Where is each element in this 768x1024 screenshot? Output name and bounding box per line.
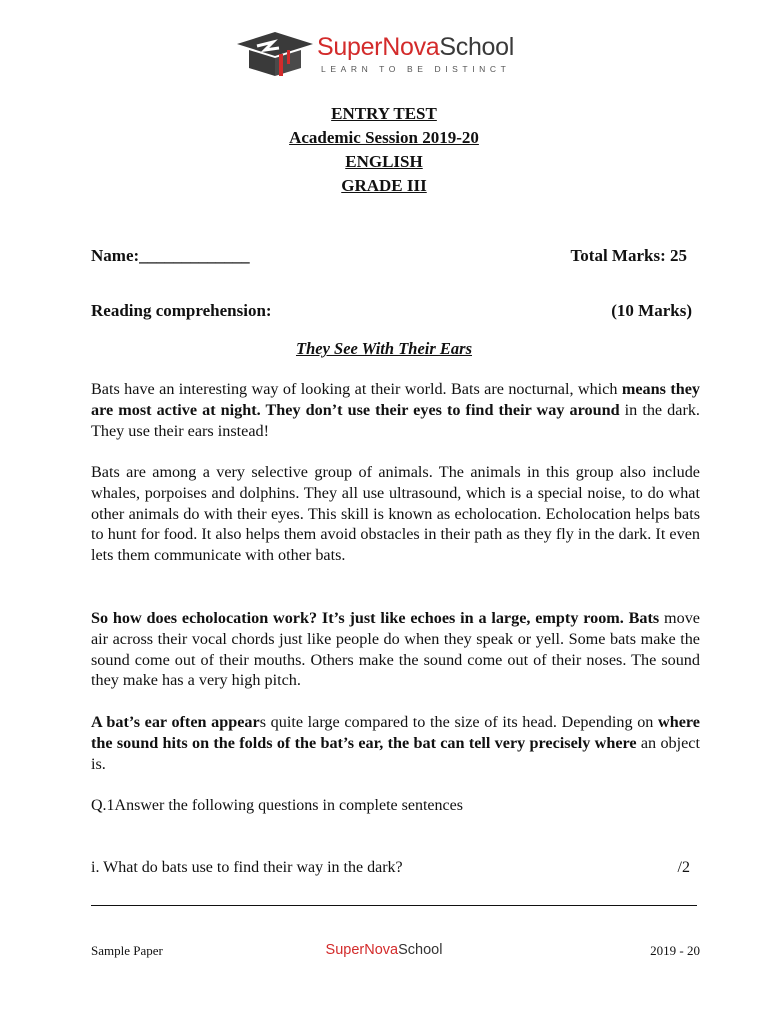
school-logo xyxy=(235,24,535,80)
footer-label: Sample Paper xyxy=(91,943,163,958)
paragraph-3-part-b: move air across their vocal chords just like people do when they speak or yell. Some bats make the sound come out of their mouths. Others make the sound come out of their noses. The sound they make has a very high pitch. xyxy=(91,609,700,690)
paragraph-4-part-a: A bat’s ear often appear xyxy=(91,713,260,731)
brand-name-part2: School xyxy=(439,33,515,61)
paragraph-4-part-b: s quite large compared to the size of its head. Depending on xyxy=(259,713,659,731)
question-1-text: i. What do bats use to find their way in the dark? xyxy=(91,859,403,876)
footer-brand-part2: School xyxy=(398,942,443,958)
subject-title: ENGLISH xyxy=(345,152,423,171)
grade-title: GRADE III xyxy=(341,176,427,195)
test-title: ENTRY TEST xyxy=(331,104,437,123)
section-marks: (10 Marks) xyxy=(611,301,692,320)
paragraph-3-part-a: So how does echolocation work? It’s just like echoes in a large, empty room. Bats xyxy=(91,609,660,627)
total-marks: Total Marks: 25 xyxy=(570,246,687,265)
story-title: They See With Their Ears xyxy=(295,339,472,358)
paragraph-2: Bats are among a very selective group of animals. The animals in this group also include whales, porpoises and dolphins. They all use ultrasound, which is a special noise, to do what other animals do with their eyes. This skill is known as echolocation. Echolocation helps bats to hunt for food. It also helps them avoid obstacles in their path as they fly in the dark. It even lets them communicate with other bats. xyxy=(91,463,700,565)
paragraph-4-part-d: an object is. xyxy=(91,733,700,773)
graduation-cap-logo-icon xyxy=(235,28,315,78)
brand-tagline: LEARN TO BE DISTINCT xyxy=(321,64,511,74)
footer-session: 2019 - 20 xyxy=(650,943,700,958)
section-title: Reading comprehension: xyxy=(91,301,272,320)
brand-name-part1: SuperNova xyxy=(317,33,440,61)
answer-line[interactable] xyxy=(91,905,697,906)
paragraph-1-part-a: Bats have an interesting way of looking at their world. Bats are nocturnal, which xyxy=(91,380,622,398)
paragraph-1-part-b: means they are most active at night. They don’t use their eyes to find their way around xyxy=(91,380,700,419)
paragraph-3 xyxy=(91,608,700,691)
paragraph-4-part-c: where the sound hits on the folds of the bat’s ear, the bat can tell very precisely where xyxy=(91,713,700,752)
brand-name xyxy=(317,34,514,60)
question-1-marks: /2 xyxy=(677,859,690,876)
question-instruction: Q.1Answer the following questions in complete sentences xyxy=(91,797,463,814)
paragraph-4 xyxy=(91,712,700,774)
name-field: Name:_____________ xyxy=(91,246,250,265)
paragraph-1-part-c: in the dark. They use their ears instead! xyxy=(91,400,700,440)
academic-session: Academic Session 2019-20 xyxy=(289,128,479,147)
footer-brand-part1: SuperNova xyxy=(325,942,399,958)
paragraph-1 xyxy=(91,379,700,441)
